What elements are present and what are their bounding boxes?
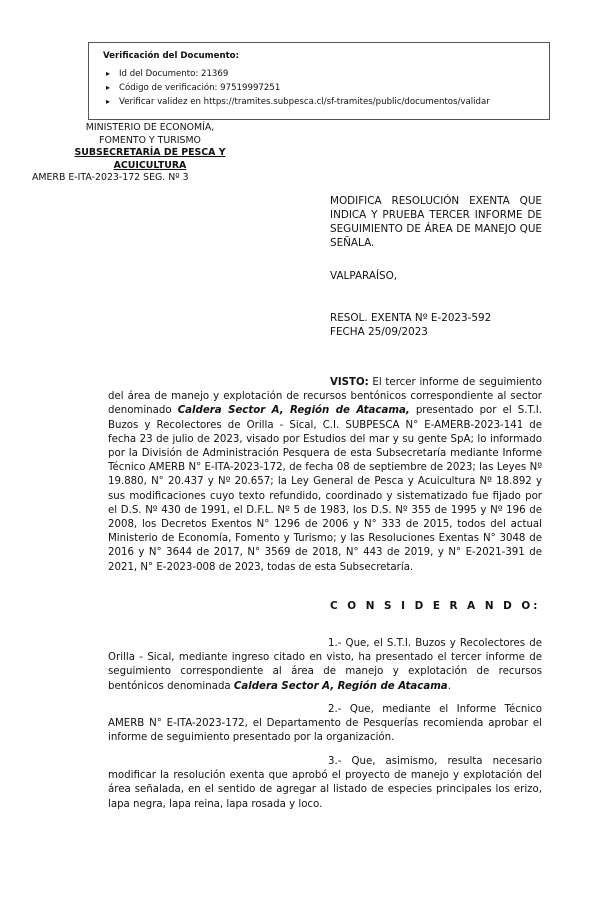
resolution-topic: MODIFICA RESOLUCIÓN EXENTA QUE INDICA Y PRUEBA TERCER INFORME DE SEGUIMIENTO DE ÁREA DE MANEJO QUE SEÑALA.: [330, 195, 542, 249]
place: VALPARAÍSO,: [330, 270, 398, 282]
visto-text-1: El tercer informe de seguimiento del área de manejo y explotación de recursos bentónicos correspondiente al sector denominado: [108, 377, 542, 417]
visto-paragraph: [108, 376, 542, 575]
ministry-line-2: FOMENTO Y TURISMO: [99, 134, 201, 146]
considerando-2-text: Que, mediante el Informe Técnico AMERB N° E-ITA-2023-172, el Departamento de Pesquerías recomienda aprobar el informe de seguimiento presentado por la organización.: [108, 704, 542, 744]
document-id: ▸ Id del Documento: 21369: [117, 67, 535, 81]
verification-code: ▸ Código de verificación: 97519997251: [117, 81, 535, 95]
considerando-3: [108, 755, 542, 812]
considerando-3-text: Que, asimismo, resulta necesario modificar la resolución exenta que aprobó el proyecto de manejo y explotación del área señalada, en el sentido de agregar al listado de especies principales los erizo, lapa negra, lapa reina, lapa rosada y loco.: [108, 756, 542, 810]
considerando-1-sector: Caldera Sector A, Región de Atacama: [233, 680, 448, 692]
visto-text-2: presentado por el S.T.I. Buzos y Recolectores de Orilla - Sical, C.I. SUBPESCA N° E-AMERB-2023-141 de fecha 23 de julio de 2023, visado por Estudios del mar y su gente SpA; lo informado por la División de Administración Pesquera de esta Subsecretaría mediante Informe Técnico AMERB N° E-ITA-2023-172, de fecha 08 de septiembre de 2023; las Leyes Nº 19.880, N° 20.437 y Nº 20.657; la Ley General de Pesca y Acuicultura Nº 18.892 y sus modificaciones cuyo texto refundido, coordinado y sistematizado fue fijado por el D.S. Nº 430 de 1991, el D.F.L. Nº 5 de 1983, los D.S. Nº 355 de 1995 y Nº 196 de 2008, los Decretos Exentos N° 1296 de 2006 y N° 333 de 2015, todos del actual Ministerio de Economía, Fomento y Turismo; y las Resoluciones Exentas N° 3048 de 2016 y N° 3644 de 2017, N° 3569 de 2018, N° 443 de 2019, y N° E-2021-391 de 2021, N° E-2023-008 de 2023, todas de esta Subsecretaría.: [108, 405, 542, 573]
subsecretaria-line-2: ACUICULTURA: [113, 159, 187, 171]
verification-box: [88, 42, 550, 120]
considerando-1-text: Que, el S.T.I. Buzos y Recolectores de Orilla - Sical, mediante ingreso citado en visto, ha presentado el tercer informe de seguimiento correspondiente al área de manejo y explotación de recursos bentónicos denominada: [108, 638, 542, 692]
verification-link[interactable]: ▸ Verificar validez en https://tramites.subpesca.cl/sf-tramites/public/documentos/validar: [117, 95, 535, 109]
resolution-number: RESOL. EXENTA Nº E-2023-592: [330, 312, 492, 324]
ministry-line-1: MINISTERIO DE ECONOMÍA,: [85, 122, 215, 133]
considerando-2: [108, 703, 542, 746]
verification-title: Verificación del Documento:: [103, 51, 240, 61]
document-reference: AMERB E-ITA-2023-172 SEG. Nº 3: [32, 172, 189, 183]
visto-label: VISTO:: [330, 377, 369, 388]
considerando-1-end: .: [447, 680, 451, 692]
visto-sector: Caldera Sector A, Región de Atacama,: [177, 405, 410, 417]
verification-list: [103, 67, 535, 109]
subsecretaria-line-1: SUBSECRETARÍA DE PESCA Y: [74, 147, 226, 158]
resolution-date: FECHA 25/09/2023: [330, 326, 428, 338]
considerando-1-number: 1.-: [328, 638, 342, 649]
considerando-heading: C O N S I D E R A N D O:: [330, 600, 541, 612]
considerando-2-number: 2.-: [328, 704, 342, 715]
considerando-3-number: 3.-: [328, 756, 342, 767]
issuer-header: [32, 122, 240, 185]
resolution-info: [330, 311, 491, 339]
considerando-1: [108, 637, 542, 694]
